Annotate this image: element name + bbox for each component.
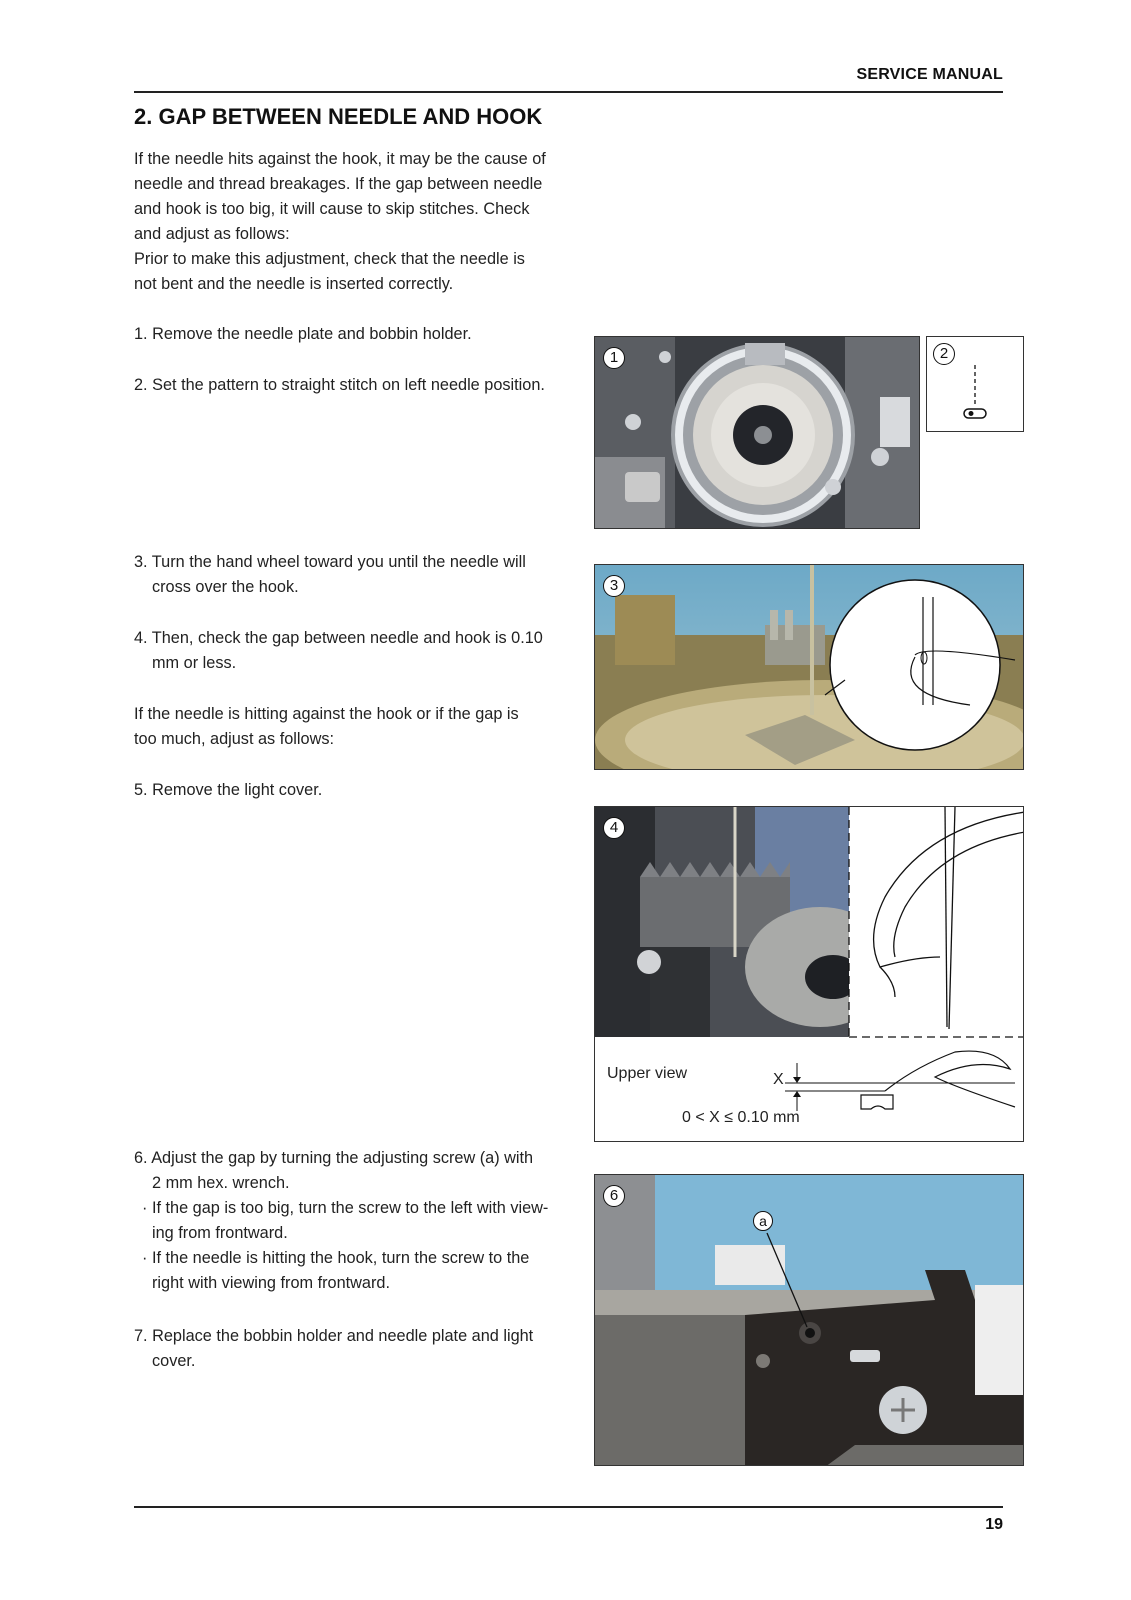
step-7-line-1: 7. Replace the bobbin holder and needle plate and light: [134, 1327, 534, 1345]
note-line-2: too much, adjust as follows:: [134, 730, 334, 748]
step-6-line-2: 2 mm hex. wrench.: [152, 1174, 290, 1192]
adjust-note: [134, 702, 574, 752]
step-4-line-2: mm or less.: [152, 654, 237, 672]
step-1-text: 1. Remove the needle plate and bobbin holder.: [134, 325, 472, 343]
step-2-text: 2. Set the pattern to straight stitch on left needle position.: [134, 376, 545, 394]
step-2: [134, 373, 574, 398]
step-1: [134, 322, 574, 347]
intro-line: Prior to make this adjustment, check that the needle is: [134, 250, 525, 268]
step-3-line-2: cross over the hook.: [152, 578, 299, 596]
footer-divider: [134, 1506, 1003, 1508]
step-3-line-1: 3. Turn the hand wheel toward you until the needle will: [134, 553, 526, 571]
step-5-text: 5. Remove the light cover.: [134, 781, 323, 799]
step-7-line-2: cover.: [152, 1352, 196, 1370]
intro-paragraph: [134, 147, 566, 297]
x-gap-label: X: [773, 1071, 784, 1088]
intro-line: needle and thread breakages. If the gap between needle: [134, 175, 543, 193]
section-title: 2. GAP BETWEEN NEEDLE AND HOOK: [134, 104, 543, 129]
figure-2-badge: 2: [933, 343, 955, 365]
bullet-1-line-1: · If the gap is too big, turn the screw to the left with view-: [142, 1199, 549, 1217]
figure-1-photo: [594, 336, 920, 529]
figure-2-diagram: [926, 336, 1024, 432]
figure-1-badge: 1: [603, 347, 625, 369]
intro-line: not bent and the needle is inserted correctly.: [134, 275, 454, 293]
step-7: [134, 1324, 574, 1374]
figure-6-photo: [594, 1174, 1024, 1466]
bullet-2-line-2: right with viewing from frontward.: [152, 1274, 390, 1292]
figure-3-badge: 3: [603, 575, 625, 597]
intro-line: and adjust as follows:: [134, 225, 290, 243]
step-6-line-1: 6. Adjust the gap by turning the adjusting screw (a) with: [134, 1149, 534, 1167]
needle-hook-illustration: [595, 565, 1024, 770]
header-divider: [134, 91, 1003, 93]
step-5: [134, 778, 574, 803]
figure-3-photo: [594, 564, 1024, 770]
step-3: [134, 550, 574, 600]
figure-4-panel: [594, 806, 1024, 1142]
intro-line: If the needle hits against the hook, it may be the cause of: [134, 150, 546, 168]
tolerance-label: 0 < X ≤ 0.10 mm: [682, 1109, 800, 1126]
upper-view-label: Upper view: [607, 1065, 688, 1082]
figure-4-badge: 4: [603, 817, 625, 839]
header-label: SERVICE MANUAL: [856, 66, 1003, 83]
adjusting-screw-illustration: [595, 1175, 1024, 1466]
bullet-1-line-2: ing from frontward.: [152, 1224, 288, 1242]
bobbin-area-illustration: [595, 337, 920, 529]
step-4: [134, 626, 574, 676]
figure-6-badge: 6: [603, 1185, 625, 1207]
note-line-1: If the needle is hitting against the hook or if the gap is: [134, 705, 519, 723]
screw-a-label: a: [753, 1211, 773, 1231]
page-number: 19: [985, 1516, 1003, 1533]
intro-line: and hook is too big, it will cause to skip stitches. Check: [134, 200, 530, 218]
step-6: [134, 1146, 574, 1296]
step-4-line-1: 4. Then, check the gap between needle and hook is 0.10: [134, 629, 543, 647]
bullet-2-line-1: · If the needle is hitting the hook, turn the screw to the: [142, 1249, 530, 1267]
feed-dog-needle-illustration: [595, 807, 1024, 1142]
